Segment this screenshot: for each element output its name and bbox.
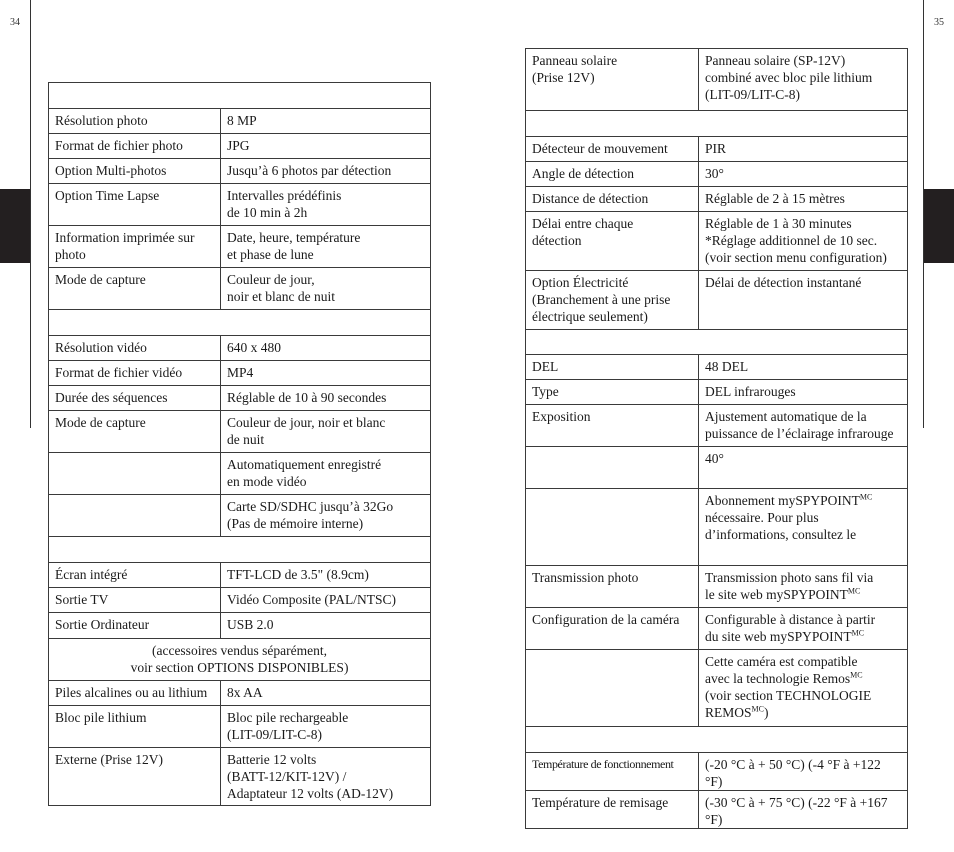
section-header — [49, 537, 431, 563]
spec-row — [49, 184, 431, 226]
spec-row — [49, 109, 431, 134]
spec-value: USB 2.0 — [221, 613, 431, 639]
spec-row — [526, 566, 908, 608]
spec-label: Détecteur de mouvement — [526, 137, 699, 162]
spec-row — [49, 159, 431, 184]
spec-label: Configuration de la caméra — [526, 608, 699, 650]
spec-value: Couleur de jour, noir et blanc de nuit — [221, 268, 431, 310]
spec-value: TFT-LCD de 3.5" (8.9cm) — [221, 563, 431, 588]
spec-row — [49, 681, 431, 706]
spec-value: Délai de détection instantané — [699, 271, 908, 330]
spec-label: Panneau solaire (Prise 12V) — [526, 49, 699, 111]
spec-label: Délai entre chaque détection — [526, 212, 699, 271]
spec-row — [49, 706, 431, 748]
spec-row — [526, 650, 908, 727]
trademark-superscript: MC — [847, 586, 861, 596]
spec-label: Angle de détection — [526, 162, 699, 187]
spec-label: Exposition — [526, 405, 699, 447]
spec-row — [49, 336, 431, 361]
spec-value: Réglable de 1 à 30 minutes *Réglage additionnel de 10 sec. (voir section menu configuration) — [699, 212, 908, 271]
section-header — [49, 310, 431, 336]
spec-label: Type — [526, 380, 699, 405]
spec-label: Format de fichier photo — [49, 134, 221, 159]
section-header-row — [49, 537, 431, 563]
note-row — [49, 639, 431, 681]
spec-label: Température de remisage — [526, 791, 699, 829]
spec-value: MP4 — [221, 361, 431, 386]
spec-value: Ajustement automatique de la puissance de l’éclairage infrarouge — [699, 405, 908, 447]
spec-label: Bloc pile lithium — [49, 706, 221, 748]
section-header-row — [526, 727, 908, 753]
spec-value: Réglable de 2 à 15 mètres — [699, 187, 908, 212]
spec-value: (-30 °C à + 75 °C) (-22 °F à +167 °F) — [699, 791, 908, 829]
spec-row — [526, 405, 908, 447]
section-header — [526, 330, 908, 355]
spec-value: 640 x 480 — [221, 336, 431, 361]
spec-row — [526, 355, 908, 380]
spec-value: 48 DEL — [699, 355, 908, 380]
spec-row — [49, 748, 431, 806]
spec-label: Durée des séquences — [49, 386, 221, 411]
spec-value — [699, 489, 908, 566]
spec-label — [49, 495, 221, 537]
spec-value: PIR — [699, 137, 908, 162]
spec-row — [49, 563, 431, 588]
spec-value-text: ) — [763, 705, 769, 720]
page-number-right: 35 — [934, 17, 944, 28]
spec-value-text: Abonnement mySPYPOINT — [705, 493, 860, 508]
power-accessories-note: (accessoires vendus séparément, voir section OPTIONS DISPONIBLES) — [49, 639, 431, 681]
spec-table-right — [525, 48, 908, 829]
spec-label: Format de fichier vidéo — [49, 361, 221, 386]
spec-label: Externe (Prise 12V) — [49, 748, 221, 806]
spec-row — [49, 134, 431, 159]
spec-value: Jusqu’à 6 photos par détection — [221, 159, 431, 184]
spec-value: 8x AA — [221, 681, 431, 706]
spec-row — [526, 791, 908, 829]
spec-value: Date, heure, température et phase de lune — [221, 226, 431, 268]
trademark-superscript: MC — [850, 670, 863, 680]
spec-value — [699, 608, 908, 650]
spec-value — [699, 566, 908, 608]
spec-label: Résolution vidéo — [49, 336, 221, 361]
spec-value: Bloc pile rechargeable (LIT-09/LIT-C-8) — [221, 706, 431, 748]
spec-value-text: (voir section TECHNOLOGIE REMOS — [705, 688, 872, 720]
spec-label: Distance de détection — [526, 187, 699, 212]
spec-value: Panneau solaire (SP-12V) combiné avec bloc pile lithium (LIT-09/LIT-C-8) — [699, 49, 908, 111]
spec-label: Option Time Lapse — [49, 184, 221, 226]
spec-row — [49, 411, 431, 453]
right-section-tab — [924, 189, 954, 263]
spec-label: Option Électricité (Branchement à une prise électrique seulement) — [526, 271, 699, 330]
spec-table-left — [48, 82, 431, 806]
spec-value: DEL infrarouges — [699, 380, 908, 405]
spec-row — [49, 613, 431, 639]
spec-value: 40° — [699, 447, 908, 489]
spec-value: (-20 °C à + 50 °C) (-4 °F à +122 °F) — [699, 753, 908, 791]
spec-label: Résolution photo — [49, 109, 221, 134]
spec-label: Mode de capture — [49, 411, 221, 453]
spec-label: Écran intégré — [49, 563, 221, 588]
spec-label: Sortie Ordinateur — [49, 613, 221, 639]
spec-value: Réglable de 10 à 90 secondes — [221, 386, 431, 411]
spec-label — [526, 489, 699, 566]
spec-row — [526, 608, 908, 650]
spec-row — [526, 753, 908, 791]
spec-value: Intervalles prédéfinis de 10 min à 2h — [221, 184, 431, 226]
spec-row — [49, 268, 431, 310]
section-header — [526, 111, 908, 137]
section-header — [49, 83, 431, 109]
spec-label: Température de fonctionnement — [526, 753, 699, 791]
spec-row — [526, 380, 908, 405]
spec-row — [526, 187, 908, 212]
spec-value: Couleur de jour, noir et blanc de nuit — [221, 411, 431, 453]
spec-row — [49, 495, 431, 537]
trademark-superscript: MC — [851, 628, 865, 638]
spec-row — [49, 361, 431, 386]
spec-label: DEL — [526, 355, 699, 380]
spec-value-text: Configurable à distance à partir du site web mySPYPOINT — [705, 612, 876, 644]
spec-label: Mode de capture — [49, 268, 221, 310]
trademark-superscript: MC — [751, 704, 764, 714]
spec-value-text: nécessaire. Pour plus d’informations, consultez le — [705, 510, 857, 542]
spec-label: Information imprimée sur photo — [49, 226, 221, 268]
spec-value: Carte SD/SDHC jusqu’à 32Go (Pas de mémoire interne) — [221, 495, 431, 537]
spec-row — [49, 453, 431, 495]
spec-label: Transmission photo — [526, 566, 699, 608]
spec-value: 8 MP — [221, 109, 431, 134]
page-number-left: 34 — [10, 17, 20, 28]
spec-row — [526, 49, 908, 111]
spec-value — [699, 650, 908, 727]
spec-row — [526, 212, 908, 271]
trademark-superscript: MC — [859, 492, 873, 502]
spec-row — [526, 447, 908, 489]
section-header-row — [526, 330, 908, 355]
spec-label: Piles alcalines ou au lithium — [49, 681, 221, 706]
spec-label — [526, 650, 699, 727]
spec-row — [49, 226, 431, 268]
spec-row — [526, 489, 908, 566]
spec-row — [526, 137, 908, 162]
spec-value: Automatiquement enregistré en mode vidéo — [221, 453, 431, 495]
spec-value-text: Cette caméra est compatible avec la technologie Remos — [705, 654, 858, 686]
spec-value: Vidéo Composite (PAL/NTSC) — [221, 588, 431, 613]
spec-label — [49, 453, 221, 495]
left-margin-rule — [30, 0, 31, 428]
left-section-tab — [0, 189, 30, 263]
section-header-row — [49, 310, 431, 336]
spec-label — [526, 447, 699, 489]
section-header — [526, 727, 908, 753]
spec-value: JPG — [221, 134, 431, 159]
spec-label: Option Multi-photos — [49, 159, 221, 184]
spec-row — [526, 162, 908, 187]
spec-value: 30° — [699, 162, 908, 187]
section-header-row — [49, 83, 431, 109]
spec-label: Sortie TV — [49, 588, 221, 613]
spec-value-text: Transmission photo sans fil via le site web mySPYPOINT — [705, 570, 874, 602]
spec-value: Batterie 12 volts (BATT-12/KIT-12V) / Adaptateur 12 volts (AD-12V) — [221, 748, 431, 806]
section-header-row — [526, 111, 908, 137]
spec-row — [526, 271, 908, 330]
spec-row — [49, 588, 431, 613]
spec-row — [49, 386, 431, 411]
